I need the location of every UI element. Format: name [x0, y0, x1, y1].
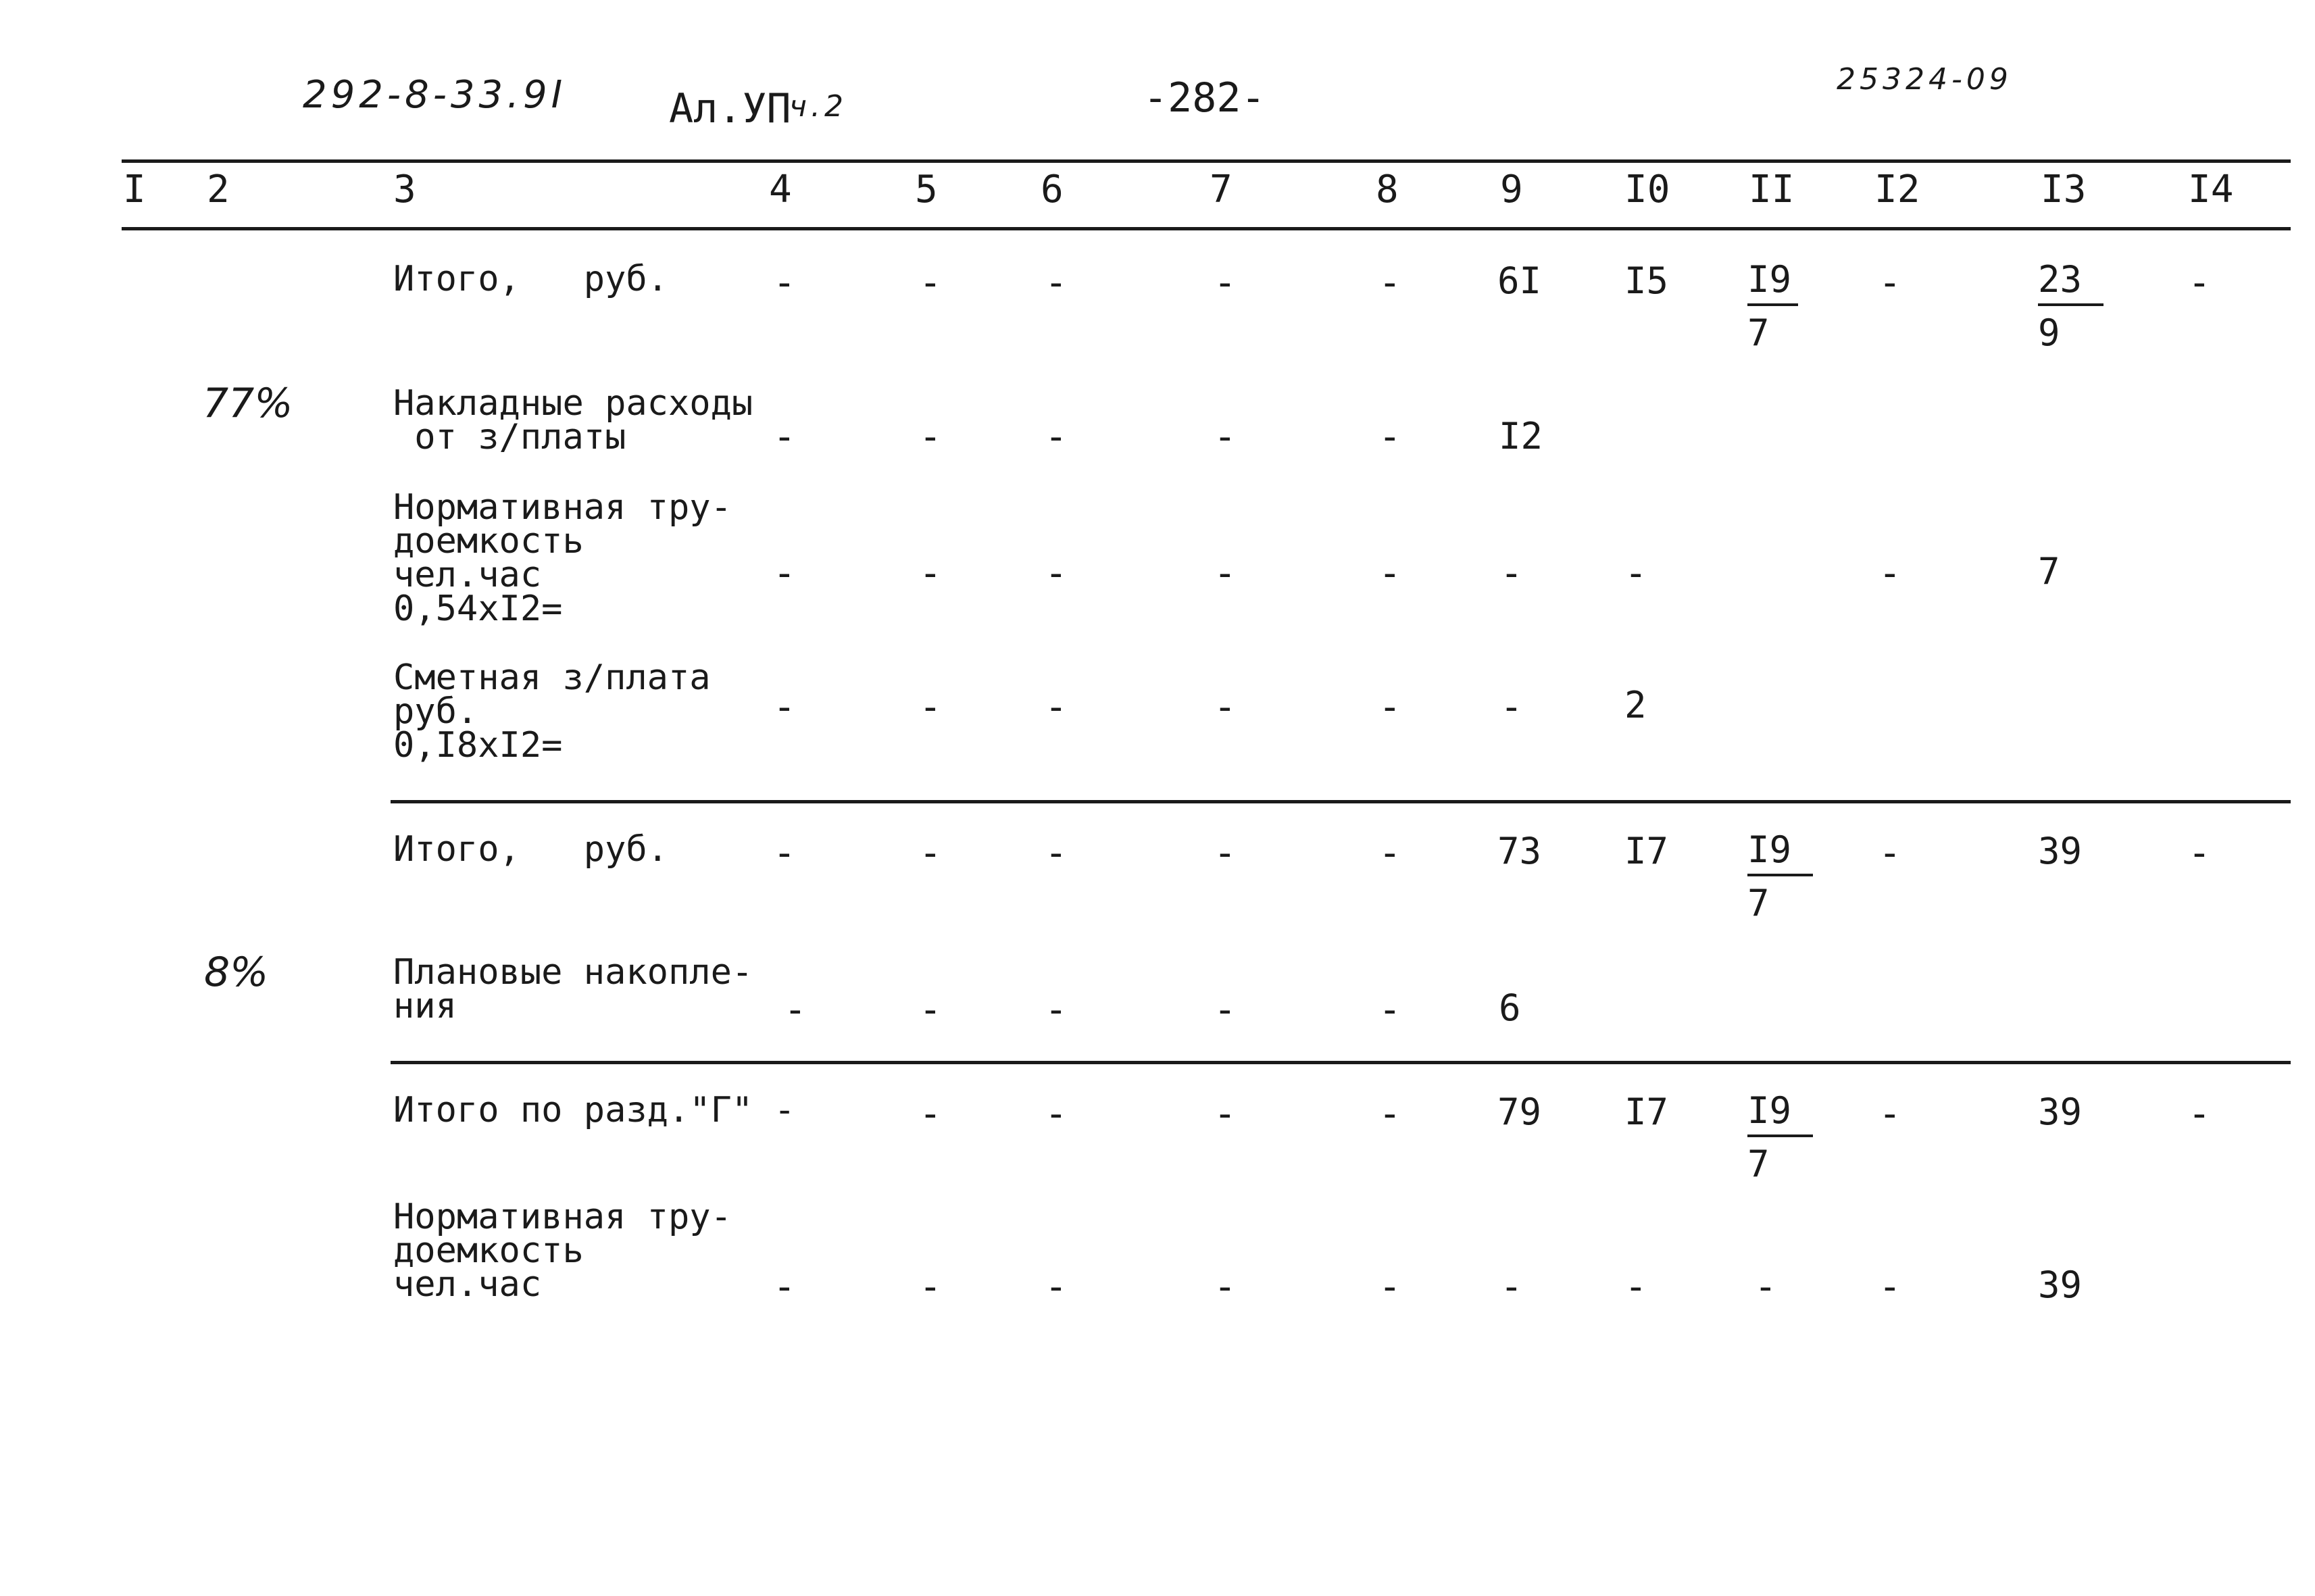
column-header-4: 4 — [769, 168, 792, 211]
cell-c5: - — [919, 261, 942, 305]
cell-c9: 6I — [1497, 259, 1542, 302]
column-header-7: 7 — [1210, 168, 1233, 211]
cell-c13-fraction — [2038, 258, 2104, 354]
page-number: -282- — [1143, 74, 1266, 122]
cell-c10: I5 — [1624, 259, 1669, 302]
cell-c5: - — [919, 415, 942, 459]
table-top-rule — [122, 159, 2291, 163]
cell-c8: - — [1378, 685, 1401, 729]
cell-c10: - — [1624, 551, 1647, 595]
row-label: Итого, руб. — [393, 829, 668, 870]
fraction-denominator: 7 — [1747, 311, 1770, 354]
cell-c13: 39 — [2038, 1264, 2083, 1306]
fraction-numerator: 23 — [2038, 258, 2104, 306]
row-label: Нормативная тру- доемкость чел.час — [393, 1197, 732, 1305]
cell-c6: - — [1045, 1092, 1068, 1136]
cell-c8: - — [1378, 1092, 1401, 1136]
cell-c6: - — [1045, 1265, 1068, 1309]
cell-c5: - — [919, 551, 942, 595]
cell-c7: - — [1214, 261, 1237, 305]
column-header-5: 5 — [915, 168, 938, 211]
cell-c4: - — [773, 415, 796, 459]
inventory-number: 25324-09 — [1837, 62, 2012, 97]
column-header-11: II — [1749, 168, 1795, 211]
cell-c8: - — [1378, 831, 1401, 875]
cell-c5: - — [919, 1092, 942, 1136]
cell-c7: - — [1214, 415, 1237, 459]
cell-c9: - — [1500, 1265, 1523, 1309]
cell-c11: - — [1754, 1265, 1777, 1309]
cell-c9: - — [1500, 685, 1523, 729]
cell-c9: 79 — [1497, 1091, 1542, 1133]
fraction-denominator: 7 — [1747, 1143, 1770, 1185]
cell-c14: - — [2188, 261, 2211, 305]
row-label: Накладные расходы от з/платы — [393, 383, 753, 457]
part-label: ч.2 — [789, 89, 847, 124]
cell-c6: - — [1045, 988, 1068, 1032]
column-header-3: 3 — [393, 168, 416, 211]
fraction-numerator: I9 — [1747, 1089, 1813, 1137]
subtotal-rule-1 — [391, 800, 2291, 803]
cell-c8: - — [1378, 415, 1401, 459]
cell-c7: - — [1214, 1265, 1237, 1309]
cell-c9: I2 — [1499, 415, 1543, 457]
cell-c10: 2 — [1624, 684, 1647, 726]
cell-c7: - — [1214, 685, 1237, 729]
cell-c9: 6 — [1499, 987, 1521, 1029]
row-label: Итого, руб. — [393, 259, 668, 299]
cell-c11-fraction — [1747, 828, 1813, 924]
cell-c6: - — [1045, 551, 1068, 595]
row-label: Нормативная тру- доемкость чел.час 0,54xI2= — [393, 487, 732, 629]
document-code: 292-8-33.9I — [303, 73, 567, 117]
cell-c8: - — [1378, 551, 1401, 595]
cell-c6: - — [1045, 415, 1068, 459]
cell-c7: - — [1214, 988, 1237, 1032]
cell-c4: - — [773, 261, 796, 305]
percent-rate: 8% — [204, 949, 269, 996]
album-label: Ал.УП — [669, 85, 791, 132]
percent-rate: 77% — [203, 380, 293, 427]
cell-c12: - — [1878, 551, 1901, 595]
fraction-numerator: I9 — [1747, 828, 1813, 876]
header-bottom-rule — [122, 227, 2291, 230]
fraction-denominator: 9 — [2038, 311, 2060, 354]
column-header-8: 8 — [1376, 168, 1399, 211]
cell-c12: - — [1878, 1092, 1901, 1136]
cell-c5: - — [919, 988, 942, 1032]
cell-c13: 39 — [2038, 830, 2083, 872]
row-label: Сметная з/плата руб. 0,I8xI2= — [393, 657, 711, 766]
column-header-1: I — [123, 168, 146, 211]
cell-c8: - — [1378, 261, 1401, 305]
row-label: Плановые накопле- ния — [393, 952, 753, 1026]
column-header-6: 6 — [1041, 168, 1064, 211]
cell-c11-fraction — [1747, 1089, 1813, 1185]
cell-c7: - — [1214, 551, 1237, 595]
cell-c10: I7 — [1624, 1091, 1669, 1133]
fraction-numerator: I9 — [1747, 258, 1798, 306]
subtotal-rule-2 — [391, 1061, 2291, 1064]
cell-c8: - — [1378, 988, 1401, 1032]
column-header-10: I0 — [1624, 168, 1670, 211]
cell-c4: - — [773, 685, 796, 729]
cell-c6: - — [1045, 831, 1068, 875]
cell-c12: - — [1878, 1265, 1901, 1309]
row-label: Итого по разд."Г" - — [393, 1090, 795, 1130]
cell-c10: I7 — [1624, 830, 1669, 872]
cell-c4: - — [773, 1265, 796, 1309]
cell-c7: - — [1214, 831, 1237, 875]
cell-c8: - — [1378, 1265, 1401, 1309]
cell-c11-fraction — [1747, 258, 1798, 354]
cell-c14: - — [2188, 831, 2211, 875]
column-header-14: I4 — [2188, 168, 2234, 211]
cell-c9: 73 — [1497, 830, 1542, 872]
cell-c10: - — [1624, 1265, 1647, 1309]
cell-c9: - — [1500, 551, 1523, 595]
cell-c13: 39 — [2038, 1091, 2083, 1133]
cell-c12: - — [1878, 261, 1901, 305]
cell-c12: - — [1878, 831, 1901, 875]
fraction-denominator: 7 — [1747, 882, 1770, 924]
cell-c5: - — [919, 831, 942, 875]
cell-c14: - — [2188, 1092, 2211, 1136]
cell-c5: - — [919, 1265, 942, 1309]
column-header-2: 2 — [207, 168, 230, 211]
cell-c4: - — [773, 551, 796, 595]
cell-c6: - — [1045, 261, 1068, 305]
cell-c6: - — [1045, 685, 1068, 729]
column-header-13: I3 — [2041, 168, 2087, 211]
column-header-9: 9 — [1500, 168, 1523, 211]
cell-c13: 7 — [2038, 550, 2060, 593]
cell-c4: - — [784, 988, 807, 1032]
cell-c7: - — [1214, 1092, 1237, 1136]
column-header-12: I2 — [1874, 168, 1920, 211]
cell-c4: - — [773, 831, 796, 875]
cell-c5: - — [919, 685, 942, 729]
